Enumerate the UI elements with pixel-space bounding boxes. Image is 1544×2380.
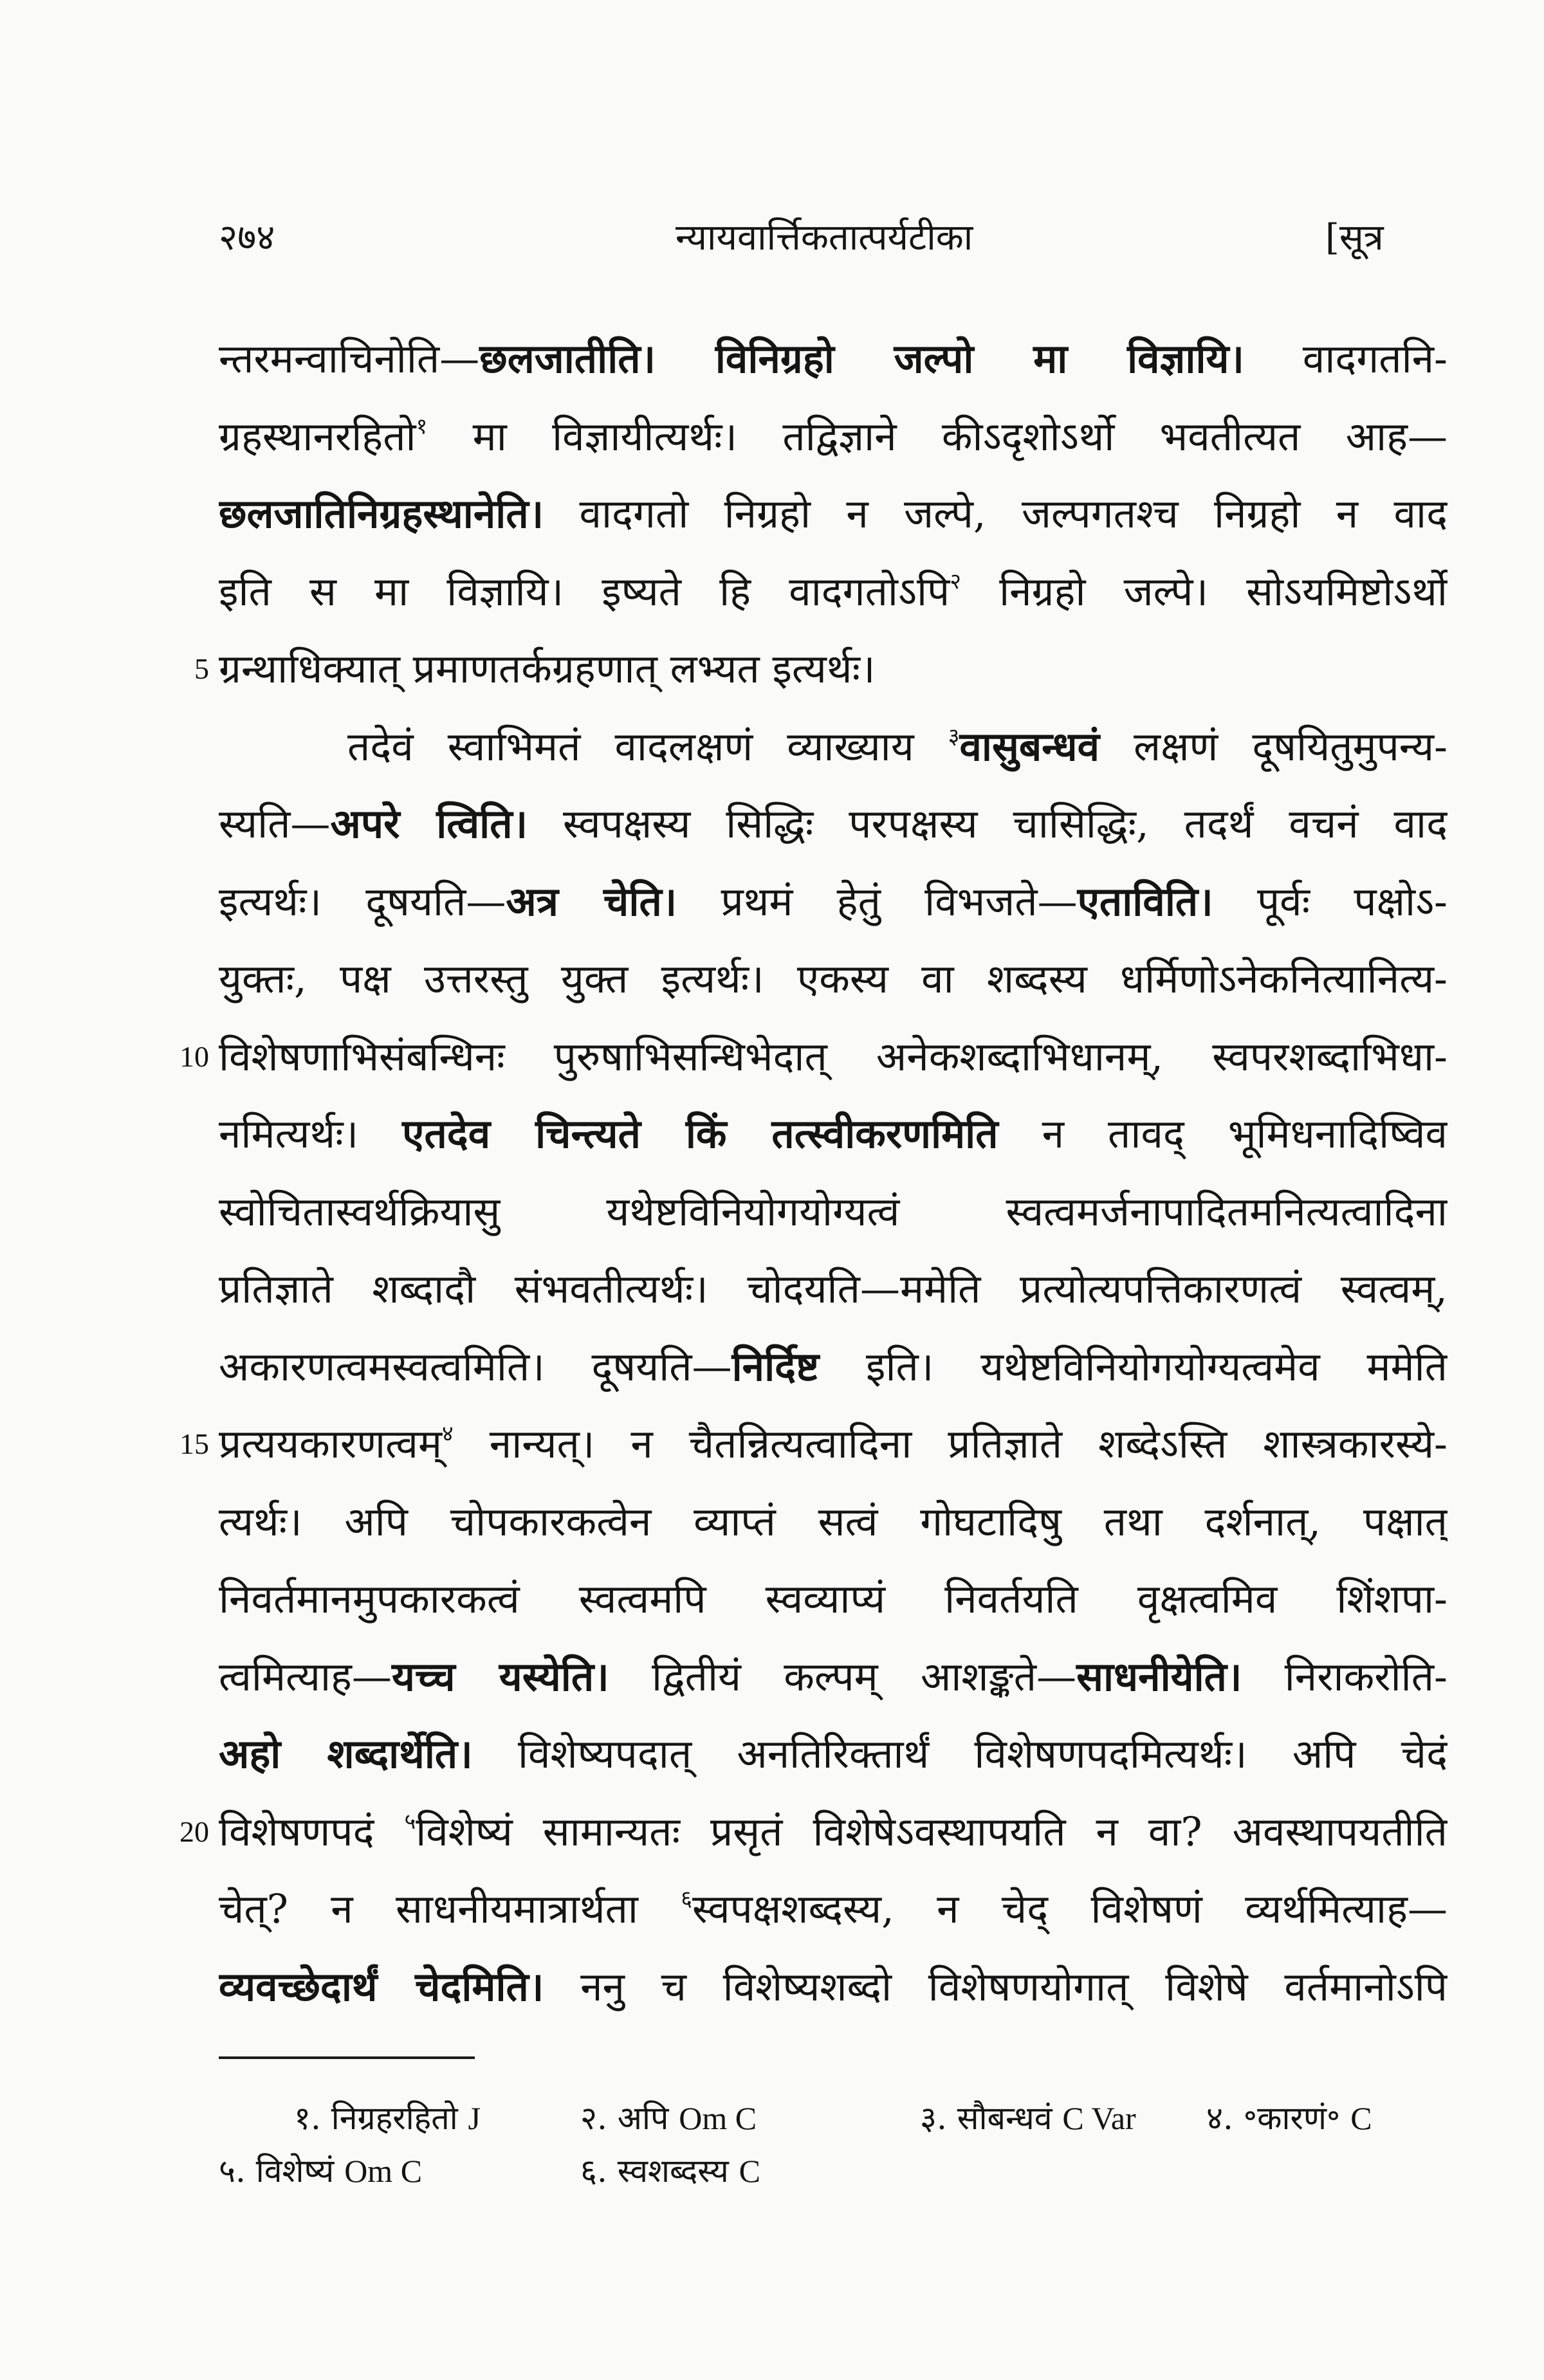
footnote-number: १.	[294, 2100, 321, 2137]
text-row	[142, 1638, 1448, 1716]
text-row	[142, 1018, 1448, 1096]
bold-lemma: व्यवच्छेदार्थं चेदमिति।	[219, 1963, 544, 2010]
footnote-marker: ६	[681, 1886, 693, 1912]
text-segment: स्वपक्षशब्दस्य, न चेद् विशेषणं व्यर्थमित्याह—	[692, 1885, 1448, 1932]
footnote-sigla: Om C	[344, 2153, 423, 2189]
footnote	[580, 2092, 757, 2144]
text-line	[219, 785, 1448, 863]
text-segment: स्वोचितास्वर्थक्रियासु यथेष्टविनियोगयोग्यत्वं स्वत्वमर्जनापादितमनित्यत्वादिना	[219, 1187, 1448, 1235]
text-row	[142, 398, 1448, 476]
bold-lemma: विनिग्रहो जल्पो मा विज्ञायि।	[656, 335, 1244, 382]
footnote-marker: ३	[948, 723, 960, 749]
text-row	[142, 1716, 1448, 1793]
text-line	[219, 320, 1448, 398]
text-segment: प्रतिज्ञाते शब्दादौ संभवतीत्यर्थः। चोदयति—ममेति प्रत्योत्यपत्तिकारणत्वं स्वत्वम्,	[219, 1265, 1448, 1312]
text-row	[142, 1250, 1448, 1328]
text-row	[142, 940, 1448, 1018]
text-row	[142, 1948, 1448, 2026]
commentary-text	[142, 320, 1448, 2026]
text-segment: इति। यथेष्टविनियोगयोग्यत्वमेव ममेति	[819, 1342, 1448, 1390]
text-segment: नान्यत्। न चैतन्नित्यत्वादिना प्रतिज्ञाते शब्देऽस्ति शास्त्रकारस्ये-	[453, 1420, 1448, 1467]
text-segment: द्वितीयं कल्पम् आशङ्कते—	[609, 1652, 1077, 1700]
text-segment: इत्यर्थः। दूषयति—	[219, 877, 506, 925]
bold-lemma: अत्र चेति।	[506, 877, 677, 925]
text-segment: वादगतो निग्रहो न जल्पे, जल्पगतश्च निग्रहो न वाद	[544, 490, 1448, 537]
bold-lemma: निर्दिष्ट	[731, 1342, 820, 1390]
footnote-number: ५.	[219, 2152, 246, 2190]
footnote-sigla: J	[468, 2100, 481, 2136]
text-segment: तदेवं स्वाभिमतं वादलक्षणं व्याख्याय	[347, 722, 948, 770]
line-number: 10	[179, 1039, 209, 1073]
text-segment: त्वमित्याह—	[219, 1652, 392, 1700]
text-segment: निवर्तमानमुपकारकत्वं स्वत्वमपि स्वव्याप्यं निवर्तयति वृक्षत्वमिव शिंशपा-	[219, 1575, 1448, 1622]
text-row	[142, 1095, 1448, 1173]
text-segment: न्तरमन्वाचिनोति—	[219, 335, 480, 382]
text-line	[219, 1793, 1448, 1871]
footnote-text: सौबन्धवं	[946, 2100, 1063, 2137]
text-line	[219, 398, 1448, 476]
text-segment: ननु च विशेष्यशब्दो विशेषणयोगात् विशेषे वर्तमानोऽपि	[544, 1963, 1448, 2010]
bold-lemma: अपरे त्विति।	[330, 800, 528, 847]
text-segment: मा विज्ञायीत्यर्थः। तद्विज्ञाने कीऽदृशोऽर्थो भवतीत्यत आह—	[427, 412, 1448, 460]
text-row	[142, 785, 1448, 863]
text-segment: प्रथमं हेतुं विभजते—	[677, 877, 1078, 925]
footnote-number: ४.	[1206, 2100, 1233, 2137]
text-line	[219, 1328, 1448, 1406]
text-line	[219, 708, 1448, 786]
text-row	[142, 1328, 1448, 1406]
text-row	[142, 553, 1448, 631]
footnote-text: निग्रहरहितो	[320, 2100, 468, 2137]
text-segment: स्यति—	[219, 800, 331, 847]
bold-lemma: वासुबन्धवं	[959, 722, 1100, 770]
footnote-number: ३.	[920, 2100, 947, 2137]
text-segment: इति स मा विज्ञायि। इष्यते हि वादगतोऽपि	[219, 567, 950, 615]
text-row	[142, 1871, 1448, 1948]
footnote-text: अपि	[607, 2100, 679, 2137]
text-segment: लक्षणं दूषयितुमुपन्य-	[1099, 722, 1448, 770]
footnote-marker: ४	[442, 1421, 454, 1447]
footnote-sigla: C Var	[1062, 2100, 1136, 2136]
footnote	[920, 2092, 1136, 2144]
text-segment: चेत्? न साधनीयमात्रार्थता	[219, 1885, 681, 1932]
text-line	[219, 1561, 1448, 1638]
footnote-text: ॰कारणं॰	[1233, 2100, 1351, 2137]
footnote-number: ६.	[580, 2152, 607, 2190]
text-line	[219, 1948, 1448, 2026]
text-row	[142, 708, 1448, 786]
bold-lemma: छलजातिनिग्रहस्थानेति।	[219, 490, 544, 537]
footnote-marker: ५	[404, 1808, 416, 1835]
footnote-rule	[219, 2056, 475, 2059]
line-number: 15	[179, 1427, 209, 1460]
bold-lemma: यच्च यस्येति।	[391, 1652, 609, 1700]
text-segment: ग्रहस्थानरहितो	[219, 412, 416, 460]
text-segment: नमित्यर्थः।	[219, 1110, 403, 1157]
text-row	[142, 1483, 1448, 1561]
running-title: न्यायवार्त्तिकतात्पर्यटीका	[676, 217, 973, 259]
text-segment: त्यर्थः। अपि चोपकारकत्वेन व्याप्तं सत्वं गोघटादिषु तथा दर्शनात्, पक्षात्	[219, 1497, 1448, 1545]
bold-lemma: छलजातीति।	[479, 335, 656, 382]
text-segment: विशेषणाभिसंबन्धिनः पुरुषाभिसन्धिभेदात् अनेकशब्दाभिधानम्, स्वपरशब्दाभिधा-	[219, 1032, 1448, 1080]
text-segment: ग्रन्थाधिक्यात् प्रमाणतर्कग्रहणात् लभ्यत इत्यर्थः।	[219, 645, 876, 692]
text-segment: वादगतनि-	[1244, 335, 1448, 382]
text-segment: निराकरोति-	[1242, 1652, 1448, 1700]
footnote-sigla: Om C	[679, 2100, 757, 2136]
text-line	[219, 1483, 1448, 1561]
footnote-number: २.	[580, 2100, 607, 2137]
bold-lemma: एतदेव चिन्त्यते किं तत्स्वीकरणमिति	[402, 1110, 998, 1157]
text-line	[219, 863, 1448, 941]
text-segment: युक्तः, पक्ष उत्तरस्तु युक्त इत्यर्थः। एकस्य वा शब्दस्य धर्मिणोऽनेकनित्यानित्य-	[219, 955, 1448, 1002]
footnote-text: विशेष्यं	[245, 2152, 345, 2190]
text-row	[142, 1561, 1448, 1638]
footnote	[1206, 2092, 1372, 2144]
footnote	[580, 2145, 760, 2197]
text-segment: विशेष्यं सामान्यतः प्रसृतं विशेषेऽवस्थापयति न वा? अवस्थापयतीति	[416, 1808, 1448, 1855]
text-line	[219, 1250, 1448, 1328]
footnote	[219, 2145, 422, 2197]
footnote-sigla: C	[1350, 2100, 1372, 2136]
footnote-text: स्वशब्दस्य	[607, 2152, 739, 2190]
line-number: 20	[179, 1815, 209, 1848]
text-row	[142, 630, 1448, 708]
text-segment: निग्रहो जल्पे। सोऽयमिष्टोऽर्थो	[960, 567, 1448, 615]
page-number: २७४	[219, 217, 275, 259]
text-row	[142, 475, 1448, 553]
text-segment: अकारणत्वमस्वत्वमिति। दूषयति—	[219, 1342, 732, 1390]
bold-lemma: एताविति।	[1077, 877, 1213, 925]
text-line	[219, 1018, 1448, 1096]
text-line	[219, 1095, 1448, 1173]
text-row	[142, 1405, 1448, 1483]
text-segment: न तावद् भूमिधनादिष्विव	[998, 1110, 1448, 1157]
text-line	[219, 1716, 1448, 1793]
text-segment: स्वपक्षस्य सिद्धिः परपक्षस्य चासिद्धिः, तदर्थं वचनं वाद	[528, 800, 1448, 847]
text-segment: विशेष्यपदात् अनतिरिक्तार्थं विशेषणपदमित्यर्थः। अपि चेदं	[472, 1730, 1448, 1777]
bold-lemma: अहो शब्दार्थेति।	[219, 1730, 473, 1777]
text-row	[142, 863, 1448, 941]
text-line	[219, 630, 1448, 708]
text-row	[142, 320, 1448, 398]
footnote-marker: २	[950, 568, 961, 594]
text-line	[219, 940, 1448, 1018]
text-line	[219, 1871, 1448, 1948]
line-number: 5	[194, 652, 209, 685]
text-segment: विशेषणपदं	[219, 1808, 405, 1855]
text-line	[219, 553, 1448, 631]
text-line	[219, 475, 1448, 553]
text-segment: पूर्वः पक्षोऽ-	[1213, 877, 1448, 925]
footnote	[294, 2092, 481, 2144]
text-line	[219, 1638, 1448, 1716]
text-row	[142, 1793, 1448, 1871]
footnote-sigla: C	[739, 2153, 760, 2189]
text-segment: प्रत्ययकारणत्वम्	[219, 1420, 443, 1467]
footnote-marker: १	[416, 413, 428, 439]
text-line	[219, 1173, 1448, 1251]
bold-lemma: साधनीयेति।	[1076, 1652, 1242, 1700]
text-line	[219, 1405, 1448, 1483]
text-row	[142, 1173, 1448, 1251]
section-marker: [सूत्र	[1325, 217, 1384, 259]
